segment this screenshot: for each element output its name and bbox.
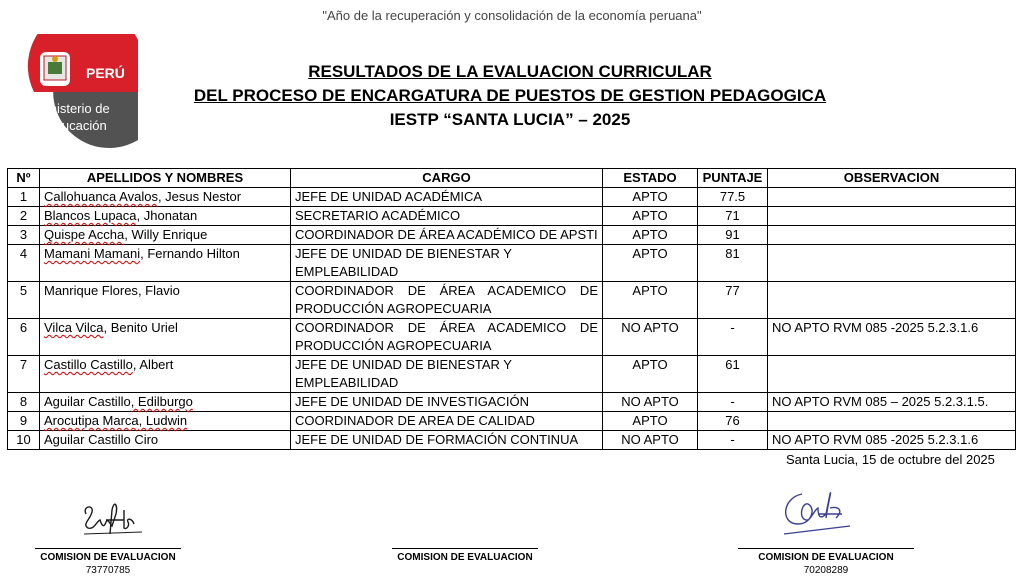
results-table	[7, 168, 1016, 450]
row-cargo: COORDINADOR DE ÁREA ACADEMICO DE PRODUCCIÓN AGROPECUARIA	[291, 319, 603, 356]
header-cargo: CARGO	[291, 169, 603, 188]
row-cargo: COORDINADOR DE ÁREA ACADÉMICO DE APSTI	[291, 226, 603, 245]
row-estado: NO APTO	[603, 319, 698, 356]
row-name: Arocutipa Marca, Ludwin	[40, 412, 291, 431]
row-puntaje: -	[698, 431, 768, 450]
row-estado: APTO	[603, 282, 698, 319]
row-obs: NO APTO RVM 085 -2025 5.2.3.1.6	[768, 431, 1016, 450]
row-cargo: COORDINADOR DE AREA DE CALIDAD	[291, 412, 603, 431]
row-cargo: JEFE DE UNIDAD DE BIENESTAR Y EMPLEABILIDAD	[291, 245, 603, 282]
row-name: Quispe Accha, Willy Enrique	[40, 226, 291, 245]
signature-line	[392, 548, 538, 549]
row-obs: NO APTO RVM 085 -2025 5.2.3.1.6	[768, 319, 1016, 356]
signature-label: COMISION DE EVALUACION	[40, 552, 176, 563]
row-cargo: SECRETARIO ACADÉMICO	[291, 207, 603, 226]
table-row	[8, 245, 1016, 282]
header-motto: "Año de la recuperación y consolidación de la economía peruana"	[322, 8, 702, 23]
row-name: Castillo Castillo, Albert	[40, 356, 291, 393]
row-cargo: JEFE DE UNIDAD DE BIENESTAR Y EMPLEABILIDAD	[291, 356, 603, 393]
signature-dni: 70208289	[803, 565, 849, 576]
title-line-3: IESTP “SANTA LUCIA” – 2025	[389, 110, 631, 129]
row-name: Aguilar Castillo Ciro	[40, 431, 291, 450]
row-estado: APTO	[603, 356, 698, 393]
table-row	[8, 393, 1016, 412]
header-puntaje: PUNTAJE	[698, 169, 768, 188]
row-estado: NO APTO	[603, 393, 698, 412]
header-name: APELLIDOS Y NOMBRES	[40, 169, 291, 188]
signature-1-image	[80, 496, 150, 540]
row-obs	[768, 245, 1016, 282]
row-num: 2	[8, 207, 40, 226]
row-estado: APTO	[603, 207, 698, 226]
row-obs	[768, 356, 1016, 393]
row-obs: NO APTO RVM 085 – 2025 5.2.3.1.5.	[768, 393, 1016, 412]
row-obs	[768, 207, 1016, 226]
row-name: Manrique Flores, Flavio	[40, 282, 291, 319]
row-num: 1	[8, 188, 40, 207]
signature-line	[35, 548, 181, 549]
svg-text:Ministerio de: Ministerio de	[36, 101, 110, 116]
header-estado: ESTADO	[603, 169, 698, 188]
row-cargo: JEFE DE UNIDAD DE FORMACIÓN CONTINUA	[291, 431, 603, 450]
row-estado: APTO	[603, 412, 698, 431]
row-num: 9	[8, 412, 40, 431]
signature-dni: 73770785	[85, 565, 131, 576]
row-num: 4	[8, 245, 40, 282]
document-date: Santa Lucia, 15 de octubre del 2025	[786, 452, 995, 467]
row-name: Callohuanca Avalos, Jesus Nestor	[40, 188, 291, 207]
row-name: Aguilar Castillo, Edilburgo	[40, 393, 291, 412]
signature-block-3	[738, 548, 914, 576]
header-num: Nº	[8, 169, 40, 188]
row-obs	[768, 188, 1016, 207]
row-name: Mamani Mamani, Fernando Hilton	[40, 245, 291, 282]
table-header-row	[8, 169, 1016, 188]
row-puntaje: -	[698, 319, 768, 356]
row-num: 10	[8, 431, 40, 450]
table-row	[8, 282, 1016, 319]
signature-line	[738, 548, 914, 549]
signature-block-2	[392, 548, 538, 563]
ministerio-educacion-logo	[22, 34, 148, 150]
title-line-1: RESULTADOS DE LA EVALUACION CURRICULAR	[308, 62, 712, 81]
table-row	[8, 356, 1016, 393]
row-estado: APTO	[603, 188, 698, 207]
table-row	[8, 431, 1016, 450]
table-row	[8, 319, 1016, 356]
row-name: Vilca Vilca, Benito Uriel	[40, 319, 291, 356]
signature-label: COMISION DE EVALUACION	[758, 552, 894, 563]
signature-block-1	[35, 548, 181, 576]
row-puntaje: 91	[698, 226, 768, 245]
signature-3-image	[772, 484, 862, 542]
row-name: Blancos Lupaca, Jhonatan	[40, 207, 291, 226]
row-cargo: COORDINADOR DE ÁREA ACADEMICO DE PRODUCCIÓN AGROPECUARIA	[291, 282, 603, 319]
table-row	[8, 412, 1016, 431]
row-puntaje: 77	[698, 282, 768, 319]
row-estado: APTO	[603, 226, 698, 245]
row-puntaje: 81	[698, 245, 768, 282]
row-num: 6	[8, 319, 40, 356]
row-puntaje: 71	[698, 207, 768, 226]
row-num: 7	[8, 356, 40, 393]
row-num: 8	[8, 393, 40, 412]
table-row	[8, 207, 1016, 226]
row-num: 5	[8, 282, 40, 319]
row-puntaje: 77.5	[698, 188, 768, 207]
row-estado: NO APTO	[603, 431, 698, 450]
row-puntaje: 61	[698, 356, 768, 393]
row-puntaje: -	[698, 393, 768, 412]
document-title	[160, 60, 860, 132]
svg-text:PERÚ: PERÚ	[86, 65, 125, 81]
row-estado: APTO	[603, 245, 698, 282]
table-row	[8, 226, 1016, 245]
row-cargo: JEFE DE UNIDAD ACADÉMICA	[291, 188, 603, 207]
svg-text:Educación: Educación	[46, 118, 107, 133]
row-num: 3	[8, 226, 40, 245]
row-puntaje: 76	[698, 412, 768, 431]
title-line-2: DEL PROCESO DE ENCARGATURA DE PUESTOS DE GESTION PEDAGOGICA	[193, 86, 827, 105]
table-row	[8, 188, 1016, 207]
header-obs: OBSERVACION	[768, 169, 1016, 188]
row-cargo: JEFE DE UNIDAD DE INVESTIGACIÓN	[291, 393, 603, 412]
row-obs	[768, 226, 1016, 245]
signature-label: COMISION DE EVALUACION	[397, 552, 533, 563]
row-obs	[768, 282, 1016, 319]
row-obs	[768, 412, 1016, 431]
